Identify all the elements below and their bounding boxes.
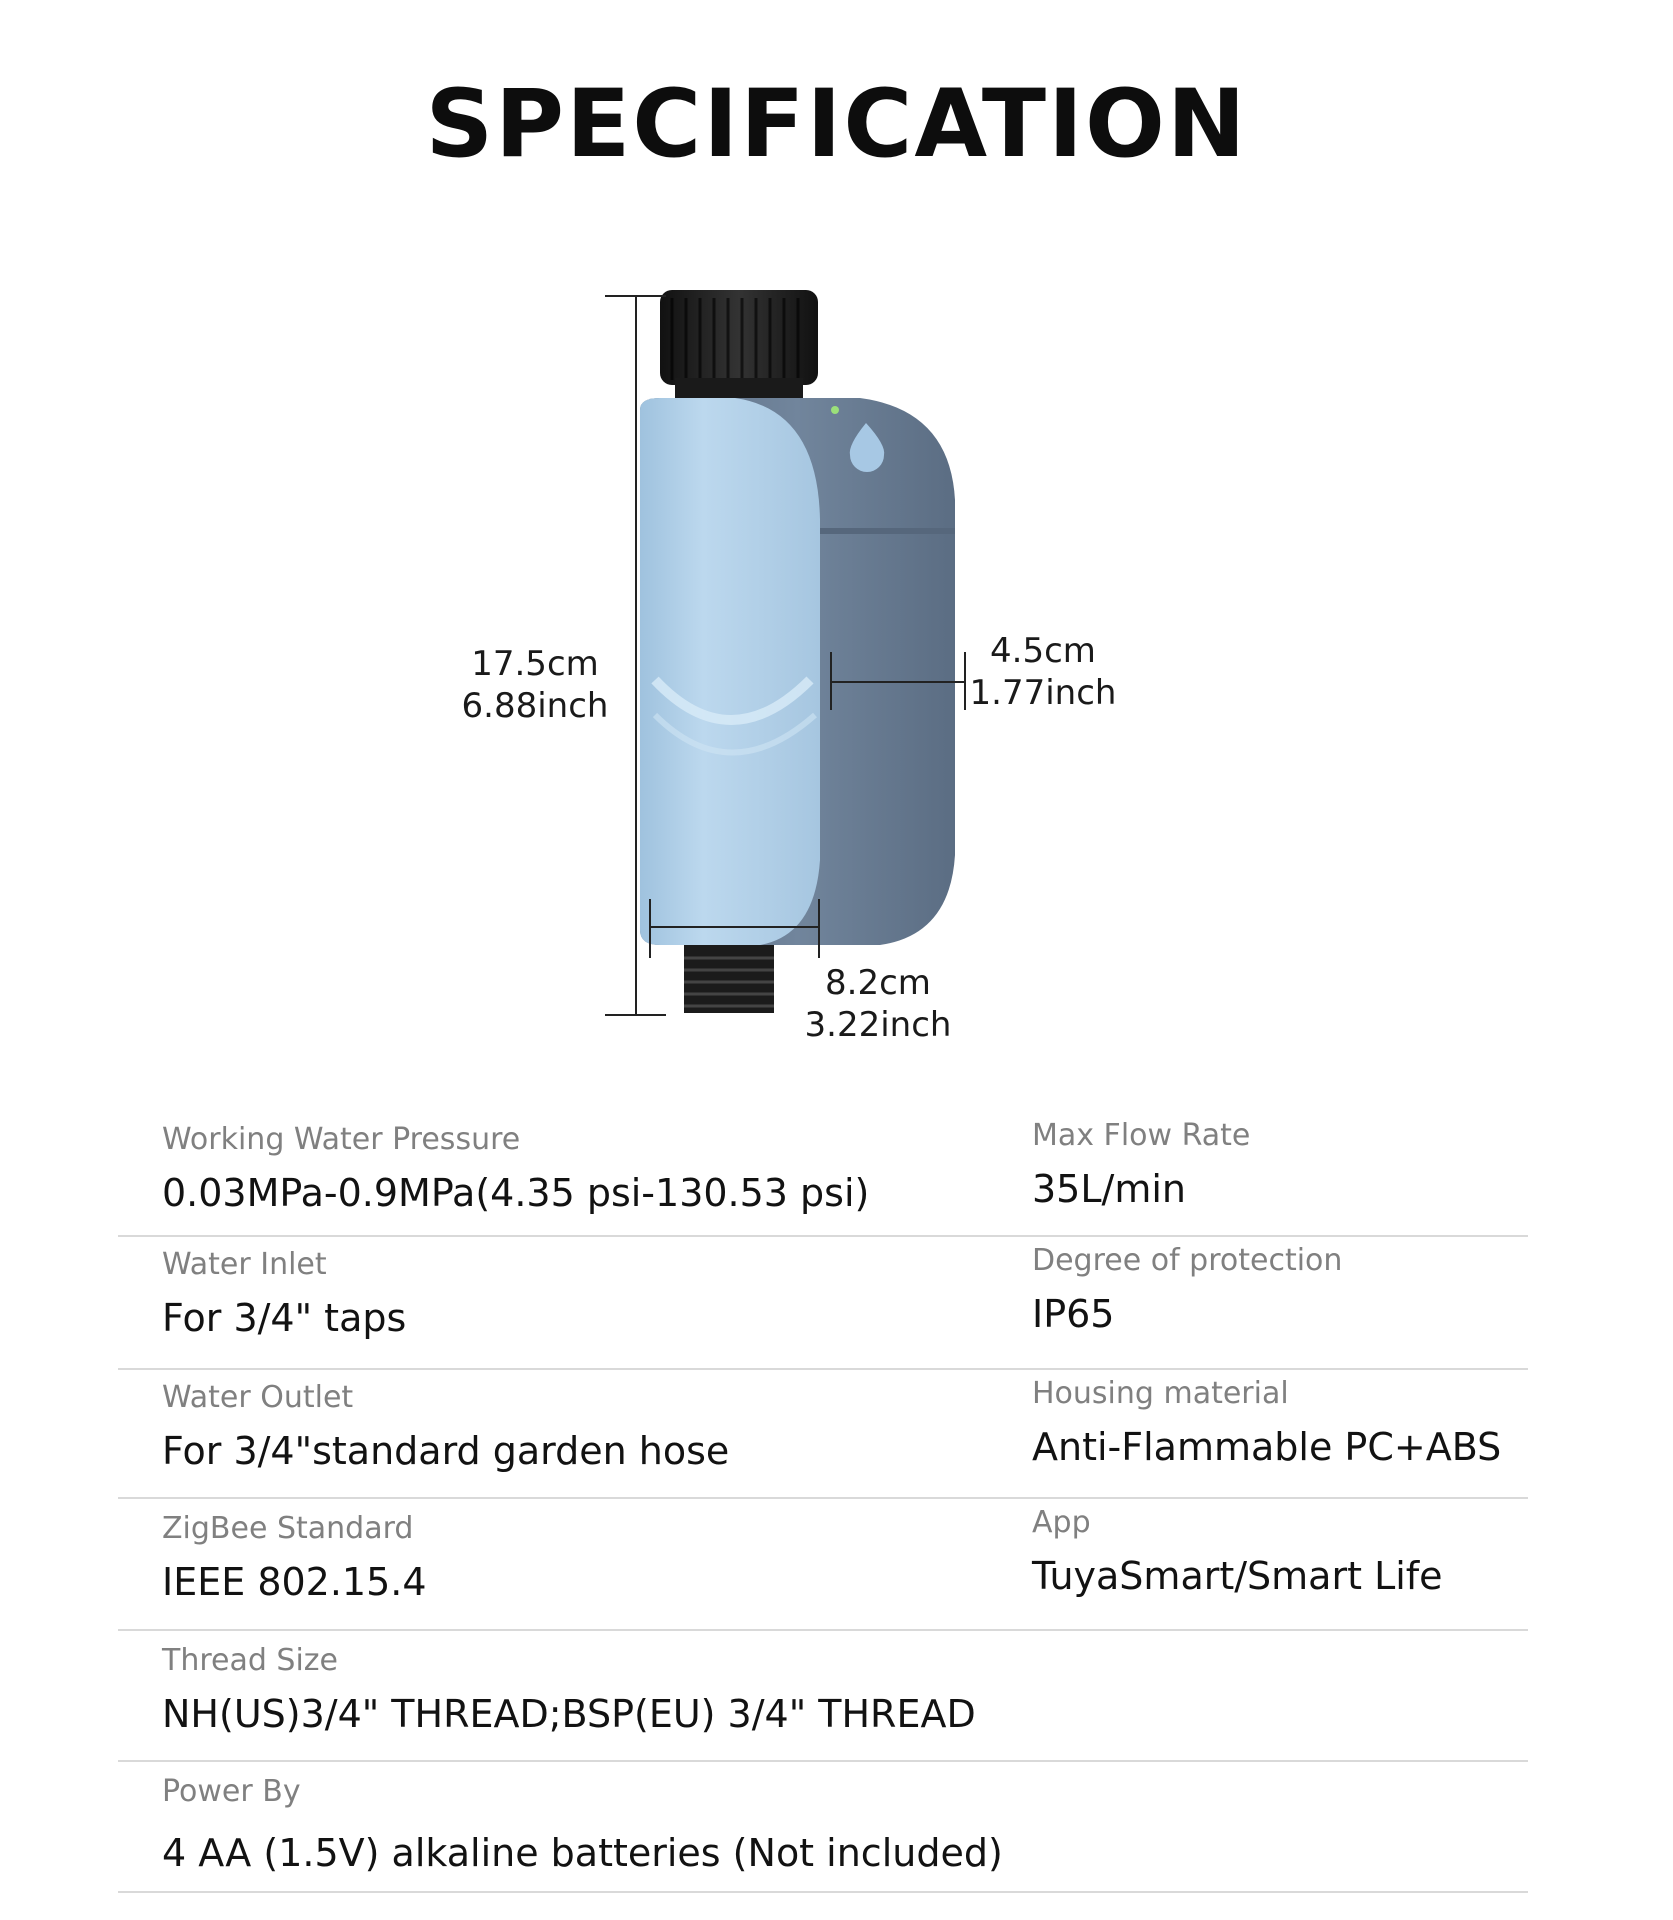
bottom-thread <box>684 945 774 1013</box>
spec-row <box>118 1370 1528 1499</box>
status-led <box>831 406 839 414</box>
page-title: SPECIFICATION <box>425 70 1248 179</box>
spec-label: Housing material <box>1032 1376 1289 1411</box>
spec-housing-material <box>1032 1376 1501 1469</box>
spec-value: NH(US)3/4" THREAD;BSP(EU) 3/4" THREAD <box>162 1692 976 1736</box>
width-inch: 3.22inch <box>804 1005 952 1045</box>
spec-degree-of-protection <box>1032 1243 1342 1336</box>
spec-value: IP65 <box>1032 1292 1115 1336</box>
spec-value: IEEE 802.15.4 <box>162 1560 427 1604</box>
spec-row <box>118 1110 1528 1237</box>
spec-row <box>118 1762 1528 1893</box>
spec-label: App <box>1032 1505 1091 1540</box>
spec-value: TuyaSmart/Smart Life <box>1032 1554 1443 1598</box>
spec-label: Water Inlet <box>162 1247 327 1282</box>
spec-value: 35L/min <box>1032 1167 1186 1211</box>
spec-label: Water Outlet <box>162 1380 354 1415</box>
depth-cm: 4.5cm <box>990 631 1096 671</box>
spec-row <box>118 1631 1528 1762</box>
depth-inch: 1.77inch <box>969 673 1117 713</box>
spec-power-by <box>162 1774 1003 1875</box>
spec-label: Degree of protection <box>1032 1243 1343 1278</box>
height-inch: 6.88inch <box>461 686 609 726</box>
height-cm: 17.5cm <box>471 644 599 684</box>
spec-water-inlet <box>162 1247 406 1340</box>
spec-value: 4 AA (1.5V) alkaline batteries (Not included) <box>162 1831 1003 1875</box>
spec-zigbee-standard <box>162 1511 427 1604</box>
width-dimension <box>798 962 958 1046</box>
spec-max-flow-rate <box>1032 1118 1250 1211</box>
spec-label: Thread Size <box>162 1643 339 1678</box>
spec-value: Anti-Flammable PC+ABS <box>1032 1425 1502 1469</box>
width-cm: 8.2cm <box>825 963 931 1003</box>
spec-label: Power By <box>162 1774 301 1809</box>
spec-label: ZigBee Standard <box>162 1511 414 1546</box>
device-body <box>640 398 955 945</box>
spec-working-pressure <box>162 1122 869 1215</box>
spec-value: For 3/4" taps <box>162 1296 407 1340</box>
spec-row <box>118 1499 1528 1631</box>
spec-label: Max Flow Rate <box>1032 1118 1251 1153</box>
spec-thread-size <box>162 1643 976 1736</box>
spec-row <box>118 1237 1528 1370</box>
top-nut <box>660 290 818 400</box>
spec-water-outlet <box>162 1380 729 1473</box>
depth-dimension <box>963 630 1123 714</box>
height-dimension <box>455 643 615 727</box>
spec-label: Working Water Pressure <box>162 1122 521 1157</box>
spec-value: 0.03MPa-0.9MPa(4.35 psi-130.53 psi) <box>162 1171 870 1215</box>
spec-app <box>1032 1505 1443 1598</box>
spec-value: For 3/4"standard garden hose <box>162 1429 730 1473</box>
